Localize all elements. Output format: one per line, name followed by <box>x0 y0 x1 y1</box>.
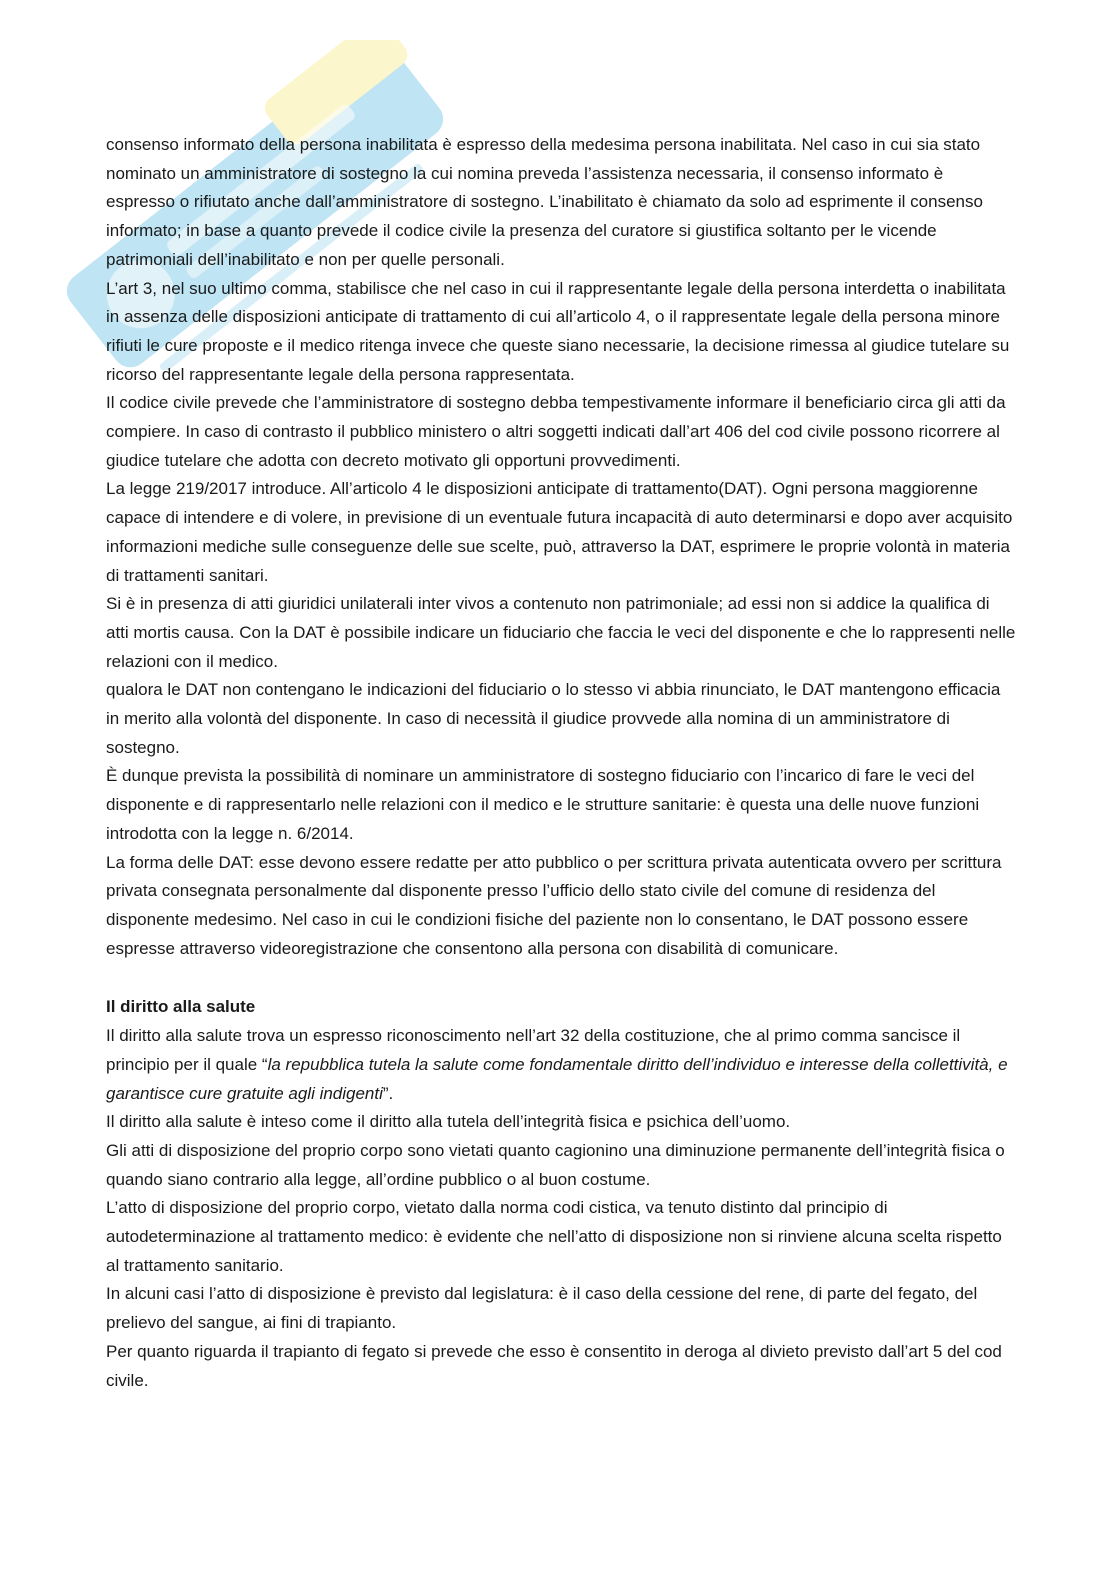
paragraph-codice-civile: Il codice civile prevede che l’amministratore di sostegno debba tempestivamente informare il beneficiario circa gli atti da compiere. In caso di contrasto il pubblico ministero o altri soggetti indicati dall’art 406 del cod civile possono ricorrere al giudice tutelare che adotta con decreto motivato gli opportuni provvedimenti. <box>106 393 1006 470</box>
paragraph-amministratore-fiduciario: È dunque prevista la possibilità di nominare un amministratore di sostegno fiduciario con l’incarico di fare le veci del disponente e di rappresentarlo nelle relazioni con il medico e le strutture sanitarie: è questa una delle nuove funzioni introdotta con la legge n. 6/2014. <box>106 766 980 843</box>
section-spacer <box>106 963 1016 993</box>
paragraph-fiduciario: qualora le DAT non contengano le indicazioni del fiduciario o lo stesso vi abbia rinunciato, le DAT mantengono efficacia in merito alla volontà del disponente. In caso di necessità il giudice provvede alla nomina di un amministratore di sostegno. <box>106 680 1001 757</box>
document-page <box>106 131 1016 1395</box>
paragraph-consenso-inabilitata: consenso informato della persona inabilitata è espresso della medesima persona inabilitata. Nel caso in cui sia stato nominato un amministratore di sostegno la cui nomina preveda l’assistenza necessaria, il consenso informato è espresso o rifiutato anche dall’amministratore di sostegno. L’inabilitato è chiamato da solo ad esprimente il consenso informato; in base a quanto prevede il codice civile la presenza del curatore si giustifica soltanto per le vicende patrimoniali dell’inabilitato e non per quelle personali. <box>106 135 983 269</box>
constitution-quote: la repubblica tutela la salute come fondamentale diritto dell’individuo e interesse della collettività, e garantisce cure gratuite agli indigenti <box>106 1054 1008 1103</box>
paragraph-autodeterminazione: L’atto di disposizione del proprio corpo, vietato dalla norma codi cistica, va tenuto distinto dal principio di autodeterminazione al trattamento medico: è evidente che nell’atto di disposizione non si rinviene alcuna scelta rispetto al trattamento sanitario. <box>106 1198 1002 1275</box>
paragraph-atti-disposizione: Gli atti di disposizione del proprio corpo sono vietati quanto cagionino una diminuzione permanente dell’integrità fisica o quando siano contrario alla legge, all’ordine pubblico o al buon costume. <box>106 1140 1005 1189</box>
paragraph-forma-dat: La forma delle DAT: esse devono essere redatte per atto pubblico o per scrittura privata autenticata ovvero per scrittura privata consegnata personalmente dal disponente presso l’ufficio dello stato civile del comune di residenza del disponente medesimo. Nel caso in cui le condizioni fisiche del paziente non lo consentano, le DAT possono essere espresse attraverso videoregistrazione che consentono alla persona con disabilità di comunicare. <box>106 852 1002 958</box>
intro-text: Il diritto alla salute trova un espresso riconoscimento nell’art 32 della costituzione, che al primo comma sancisce il principio per il quale “ <box>106 1026 961 1074</box>
paragraph-art-3: L’art 3, nel suo ultimo comma, stabilisce che nel caso in cui il rappresentante legale della persona interdetta o inabilitata in assenza delle disposizioni anticipate di trattamento di cui all’articolo 4, o il rappresentate legale della persona minore rifiuti le cure proposte e il medico ritenga invece che queste siano necessarie, la decisione rimessa al giudice tutelare su ricorso del rappresentante legale della persona rappresentata. <box>106 278 1010 384</box>
paragraph-legge-219: La legge 219/2017 introduce. All’articolo 4 le disposizioni anticipate di trattamento(DAT). Ogni persona maggiorenne capace di intendere e di volere, in previsione di un eventuale futura incapacità di auto determinarsi e dopo aver acquisito informazioni mediche sulle conseguenze delle sue scelte, può, attraverso la DAT, esprimere le proprie volontà in materia di trattamenti sanitari. <box>106 479 1013 585</box>
paragraph-atti-giuridici: Si è in presenza di atti giuridici unilaterali inter vivos a contenuto non patrimoniale; ad essi non si addice la qualifica di atti mortis causa. Con la DAT è possibile indicare un fiduciario che faccia le veci del disponente e che lo rappresenti nelle relazioni con il medico. <box>106 594 1016 671</box>
intro-closing: ”. <box>382 1083 394 1103</box>
paragraph-trapianto-fegato: Per quanto riguarda il trapianto di fegato si prevede che esso è consentito in deroga al divieto previsto dall’art 5 del cod civile. <box>106 1341 1002 1390</box>
paragraph-diritto-salute: Il diritto alla salute è inteso come il diritto alla tutela dell’integrità fisica e psichica dell’uomo. <box>106 1112 791 1132</box>
paragraph-cessione-rene: In alcuni casi l’atto di disposizione è previsto dal legislatura: è il caso della cessione del rene, di parte del fegato, del prelievo del sangue, ai fini di trapianto. <box>106 1284 978 1333</box>
section-heading: Il diritto alla salute <box>106 997 256 1017</box>
paragraph-art-32 <box>106 1022 1016 1108</box>
